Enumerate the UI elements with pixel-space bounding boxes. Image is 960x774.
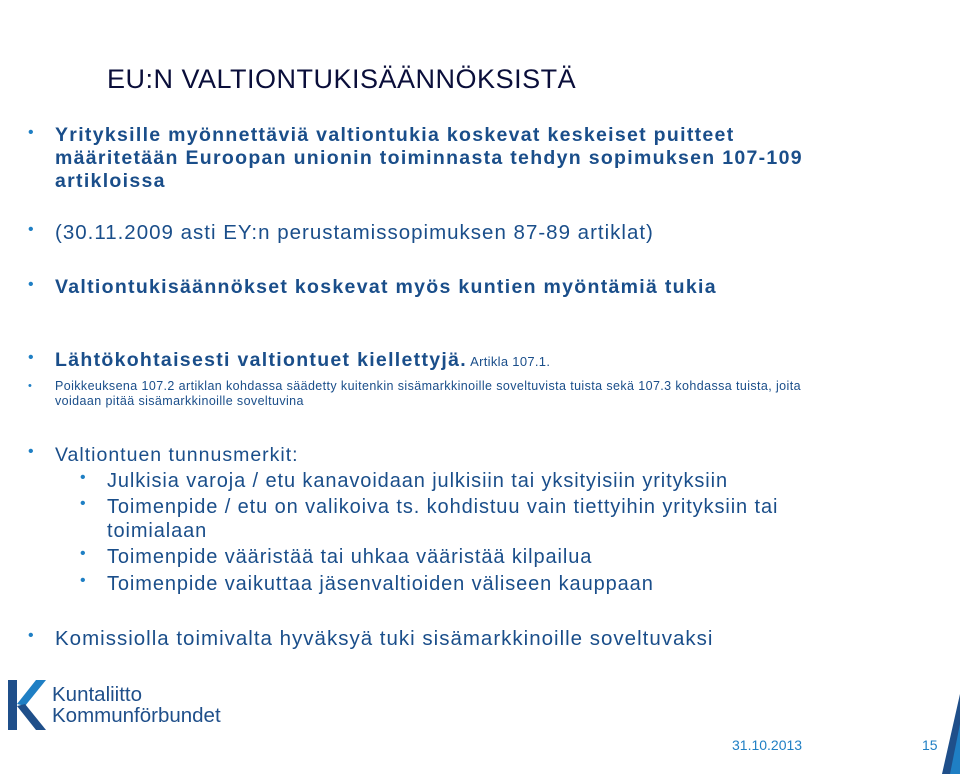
- bullet-icon: •: [28, 124, 34, 141]
- bullet-icon: •: [28, 276, 34, 293]
- bullet-icon: •: [28, 349, 34, 366]
- bullet-text: Valtiontukisäännökset koskevat myös kuntien myöntämiä tukia: [55, 276, 717, 298]
- sub-bullet-item: [80, 469, 880, 493]
- article-reference: Artikla 107.1.: [466, 354, 551, 369]
- sub-bullet-text: Toimenpide vaikuttaa jäsenvaltioiden väliseen kauppaan: [107, 573, 654, 595]
- bullet-icon: •: [28, 627, 34, 644]
- bullet-icon: •: [80, 469, 86, 486]
- corner-decoration: [920, 694, 960, 774]
- kuntaliitto-logo-icon: [6, 678, 46, 734]
- bullet-text: Komissiolla toimivalta hyväksyä tuki sisämarkkinoille soveltuvaksi: [55, 627, 714, 650]
- page-number: 15: [922, 737, 938, 753]
- bullet-icon: •: [80, 572, 86, 589]
- bullet-icon: •: [28, 443, 34, 460]
- bullet-text: (30.11.2009 asti EY:n perustamissopimuksen 87-89 artiklat): [55, 221, 654, 244]
- bullet-text: Poikkeuksena 107.2 artiklan kohdassa säädetty kuitenkin sisämarkkinoille soveltuvista tuista sekä 107.3 kohdassa tuista, joita voidaan pitää sisämarkkinoille soveltuvina: [55, 379, 801, 408]
- sub-bullet-item: [80, 495, 780, 543]
- bullet-item: [28, 443, 828, 467]
- kuntaliitto-logo: [6, 678, 266, 738]
- logo-line-1: Kuntaliitto: [52, 683, 143, 706]
- sub-bullet-text: Julkisia varoja / etu kanavoidaan julkisiin tai yksityisiin yrityksiin: [107, 470, 728, 492]
- bullet-item: [28, 379, 838, 409]
- bullet-item: [28, 627, 848, 651]
- bullet-icon: •: [80, 545, 86, 562]
- bullet-text: Valtiontuen tunnusmerkit:: [55, 444, 299, 466]
- sub-bullet-text: Toimenpide vääristää tai uhkaa vääristää kilpailua: [107, 546, 593, 568]
- bullet-item: [28, 276, 828, 299]
- bullet-item: [28, 349, 828, 373]
- logo-line-2: Kommunförbundet: [52, 704, 221, 727]
- footer-date: 31.10.2013: [732, 737, 803, 753]
- bullet-text: Lähtökohtaisesti valtiontuet kiellettyjä.: [55, 349, 467, 371]
- sub-bullet-text: Toimenpide / etu on valikoiva ts. kohdistuu vain tiettyihin yrityksiin tai toimialaan: [107, 496, 779, 542]
- bullet-icon: •: [80, 495, 86, 512]
- sub-bullet-item: [80, 572, 880, 596]
- bullet-item: [28, 221, 828, 245]
- bullet-text: Yrityksille myönnettäviä valtiontukia koskevat keskeiset puitteet määritetään Euroopan unionin toiminnasta tehdyn sopimuksen 107-109 artikloissa: [55, 124, 803, 192]
- bullet-item: [28, 124, 828, 193]
- sub-bullet-item: [80, 545, 880, 569]
- slide-title: EU:N VALTIONTUKISÄÄNNÖKSISTÄ: [107, 64, 577, 94]
- bullet-icon: •: [28, 221, 34, 238]
- bullet-icon: •: [28, 380, 32, 392]
